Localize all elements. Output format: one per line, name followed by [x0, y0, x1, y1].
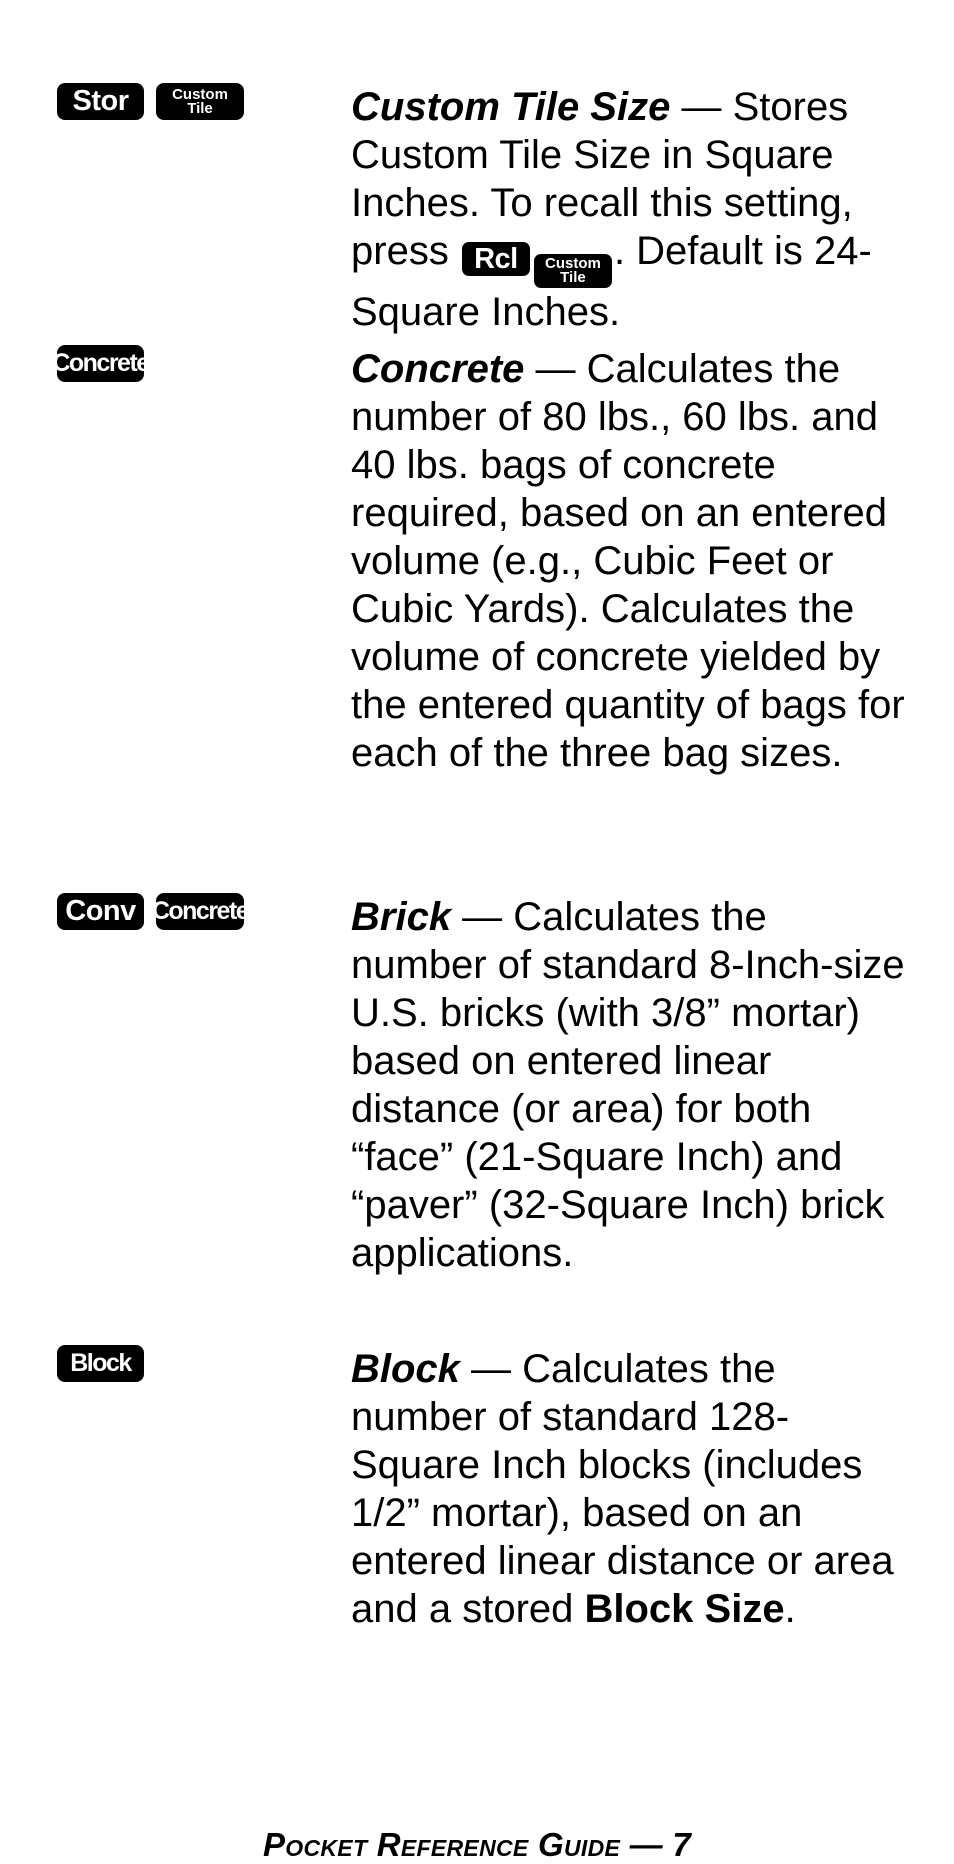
- stor-key: Stor: [57, 83, 144, 120]
- entry-term: Brick: [351, 895, 452, 939]
- entry-dash: —: [524, 347, 587, 391]
- custom-tile-key-bottom: Tile: [187, 99, 213, 117]
- key-sequence: [57, 83, 244, 120]
- rcl-key: Rcl: [462, 242, 530, 276]
- entry-description: [351, 83, 911, 336]
- custom-tile-key: [156, 83, 244, 120]
- conv-key: Conv: [57, 893, 144, 930]
- entry-text: Stores Custom Tile Size in Square Inches. To recall this setting, press: [351, 85, 853, 273]
- entry-bold-term: Block Size: [584, 1587, 785, 1631]
- entry-term: Block: [351, 1347, 460, 1391]
- entry-description: [351, 1345, 911, 1633]
- custom-tile-key-inline: [534, 254, 612, 288]
- custom-tile-key-inline-bottom: Tile: [560, 269, 586, 286]
- block-key: Block: [57, 1345, 144, 1382]
- page-footer: Pocket Reference Guide — 7: [262, 1826, 692, 1863]
- key-sequence: [57, 1345, 144, 1382]
- entry-description: [351, 893, 911, 1277]
- key-sequence: [57, 893, 249, 930]
- entry-dash: —: [670, 85, 733, 129]
- concrete-key: Concrete: [57, 345, 144, 382]
- entry-text: Calculates the number of 80 lbs., 60 lbs. and 40 lbs. bags of concrete required, based on an entered volume (e.g., Cubic Feet or Cubic Yards). Calculates the volume of concrete yielded by the entered quantity of bags for each of the three bag sizes.: [351, 347, 905, 775]
- entry-text-tail: . Default is 24-Square Inches.: [351, 229, 872, 334]
- custom-tile-key-top: Custom: [172, 85, 228, 103]
- concrete-key: Concrete: [156, 893, 244, 930]
- entry-term: Custom Tile Size: [351, 85, 671, 129]
- entry-period: .: [784, 1587, 796, 1631]
- custom-tile-key-inline-top: Custom: [545, 255, 601, 272]
- entry-dash: —: [451, 895, 514, 939]
- entry-text: Calculates the number of standard 128-Square Inch blocks (includes 1/2” mortar), based on an entered linear distance or area and a stored: [351, 1347, 894, 1631]
- entry-term: Concrete: [351, 347, 525, 391]
- entry-dash: —: [459, 1347, 523, 1391]
- key-sequence: [52, 345, 149, 382]
- entry-description: [351, 345, 911, 777]
- entry-text: Calculates the number of standard 8-Inch-size U.S. bricks (with 3/8” mortar) based on entered linear distance (or area) for both “face” (21-Square Inch) and “paver” (32-Square Inch) brick applications.: [351, 895, 905, 1275]
